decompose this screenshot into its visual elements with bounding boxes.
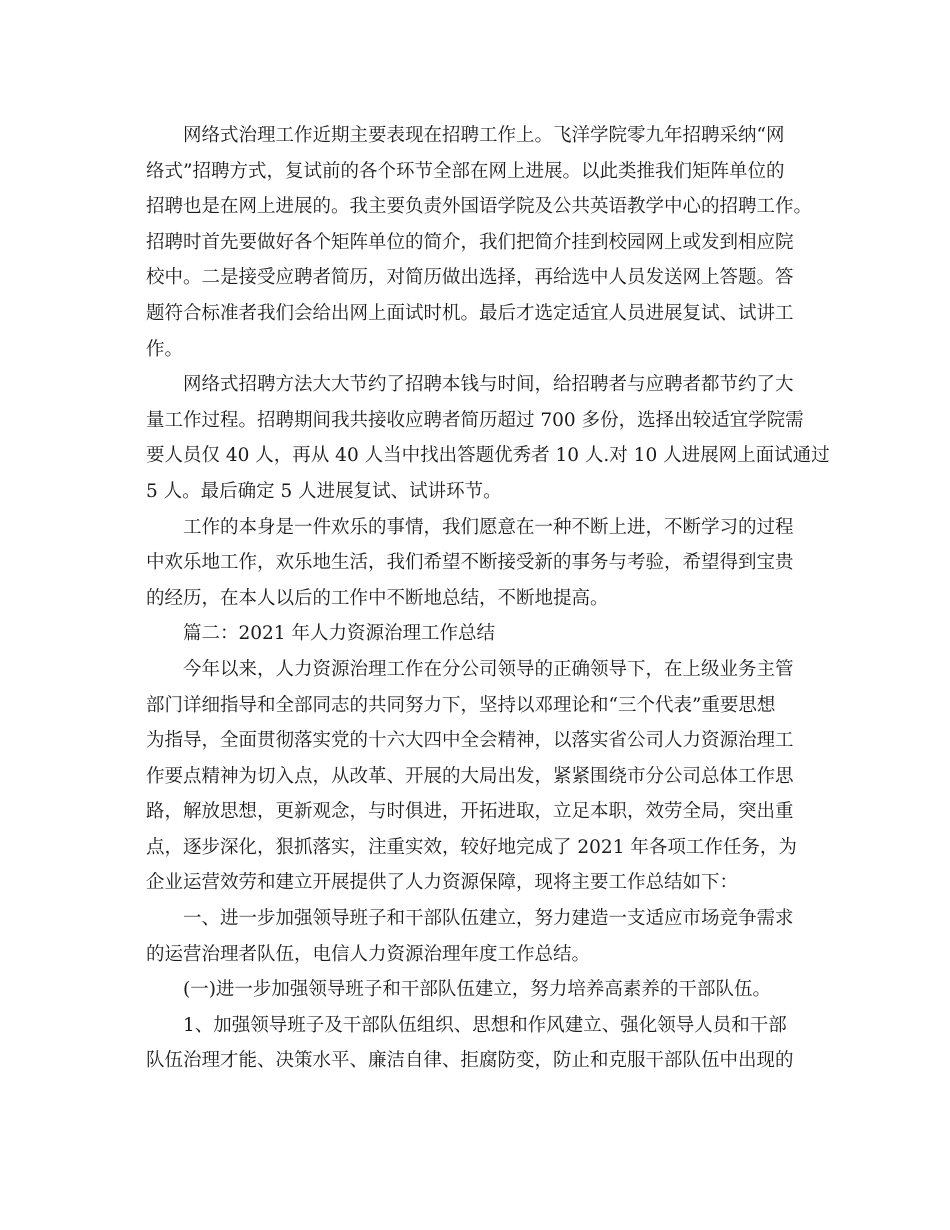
paragraph-line: 量工作过程。招聘期间我共接收应聘者简历超过 700 多份，选择出较适宜学院需 [146, 409, 804, 431]
paragraph-line: 作要点精神为切入点，从改革、开展的大局出发，紧紧围绕市分公司总体工作思 [146, 765, 794, 787]
paragraph-line: 企业运营效劳和建立开展提供了人力资源保障，现将主要工作总结如下： [146, 872, 739, 894]
paragraph-first-line: (一)进一步加强领导班子和干部队伍建立，努力培养高素养的干部队伍。 [183, 979, 771, 1001]
document-body [146, 118, 830, 1079]
paragraph-line: 部门详细指导和全部同志的共同努力下，坚持以邓理论和“三个代表”重要思想 [146, 694, 776, 716]
paragraph-first-line: 网络式招聘方法大大节约了招聘本钱与时间，给招聘者与应聘者都节约了大 [183, 374, 794, 396]
paragraph-line: 作。 [146, 338, 184, 360]
paragraph-first-line: 1、加强领导班子及干部队伍组织、思想和作风建立、强化领导人员和干部 [183, 1014, 787, 1036]
paragraph-line: 校中。二是接受应聘者简历，对简历做出选择，再给选中人员发送网上答题。答 [146, 267, 794, 289]
paragraph-first-line: 今年以来，人力资源治理工作在分公司领导的正确领导下，在上级业务主管 [183, 658, 794, 680]
paragraph-first-line: 一、进一步加强领导班子和干部队伍建立，努力建造一支适应市场竞争需求 [183, 908, 794, 930]
paragraph-line: 要人员仅 40 人，再从 40 人当中找出答题优秀者 10 人.对 10 人进展网上面试通过 [146, 445, 830, 467]
paragraph-line: 络式”招聘方式，复试前的各个环节全部在网上进展。以此类推我们矩阵单位的 [146, 160, 785, 182]
paragraph-line: 队伍治理才能、决策水平、廉洁自律、拒腐防变，防止和克服干部队伍中出现的 [146, 1050, 794, 1072]
paragraph-first-line: 工作的本身是一件欢乐的事情，我们愿意在一种不断上进，不断学习的过程 [183, 516, 794, 538]
paragraph-line: 的运营治理者队伍，电信人力资源治理年度工作总结。 [146, 943, 591, 965]
paragraph-line: 题符合标准者我们会给出网上面试时机。最后才选定适宜人员进展复试、试讲工 [146, 302, 794, 324]
paragraph-line: 点，逐步深化，狠抓落实，注重实效，较好地完成了 2021 年各项工作任务，为 [146, 836, 797, 858]
paragraph-line: 招聘时首先要做好各个矩阵单位的简介，我们把简介挂到校园网上或发到相应院 [146, 231, 794, 253]
paragraph-first-line: 篇二：2021 年人力资源治理工作总结 [183, 623, 495, 645]
paragraph-first-line: 网络式治理工作近期主要表现在招聘工作上。飞洋学院零九年招聘采纳“网 [183, 125, 785, 146]
paragraph-line: 路，解放思想，更新观念，与时俱进，开拓进取，立足本职，效劳全局，突出重 [146, 801, 794, 823]
paragraph-line: 5 人。最后确定 5 人进展复试、试讲环节。 [146, 480, 502, 502]
paragraph-line: 为指导，全面贯彻落实党的十六大四中全会精神，以落实省公司人力资源治理工 [146, 730, 794, 752]
paragraph-line: 中欢乐地工作，欢乐地生活，我们希望不断接受新的事务与考验，希望得到宝贵 [146, 552, 794, 574]
paragraph-line: 招聘也是在网上进展的。我主要负责外国语学院及公共英语教学中心的招聘工作。 [146, 196, 813, 218]
paragraph-line: 的经历，在本人以后的工作中不断地总结，不断地提高。 [146, 587, 609, 609]
